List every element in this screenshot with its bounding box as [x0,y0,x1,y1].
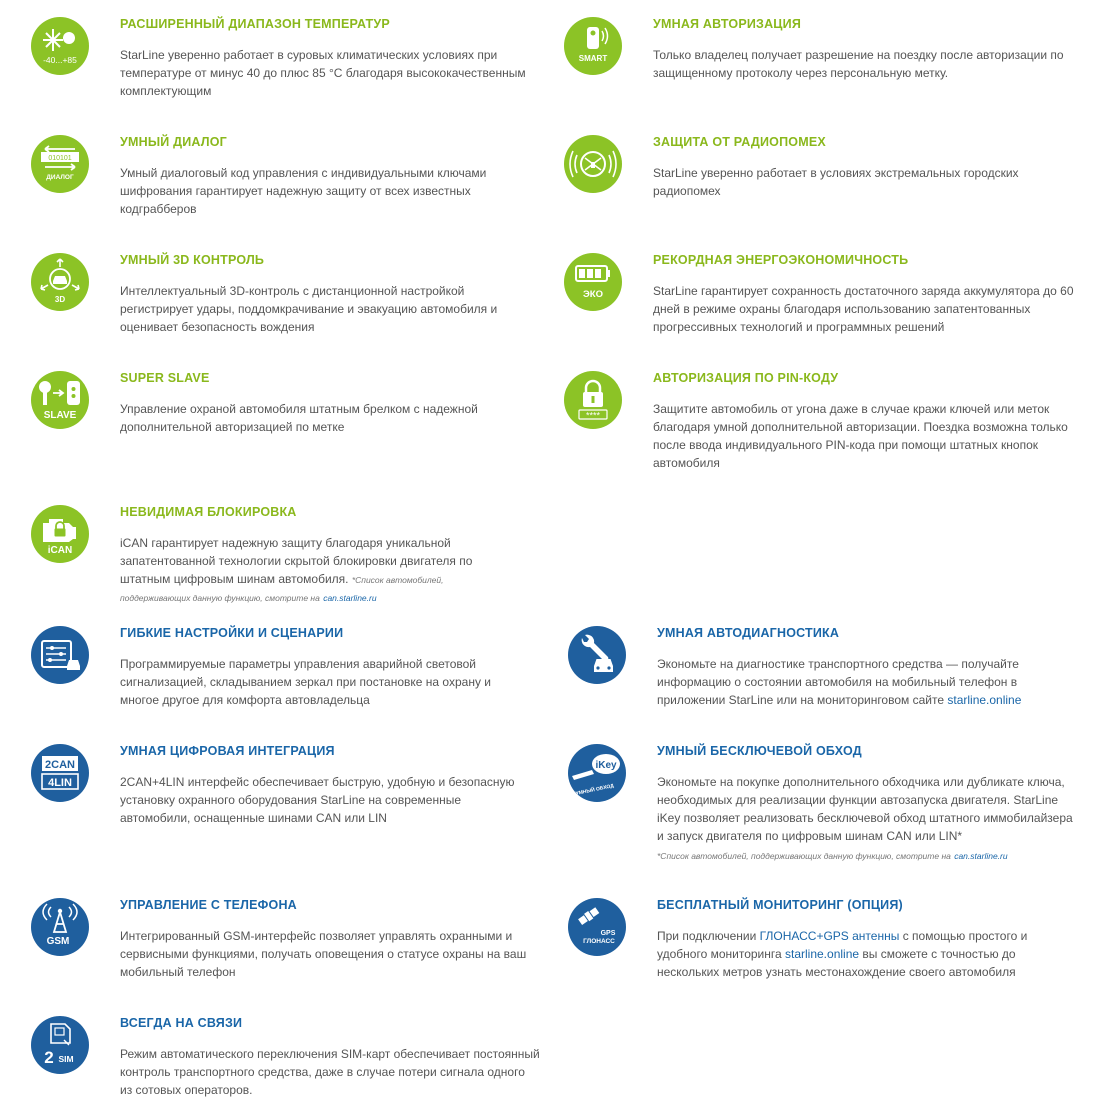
padlock-pin-icon [564,371,622,429]
icon-text: SLAVE [43,410,77,421]
feature-note: *Список автомобилей, поддерживающих данную функцию, смотрите на [120,575,444,603]
icon-text: SMART [578,54,608,63]
feature-desc-text: с помощью простого и удобного мониторинга [657,929,1028,961]
icon-text: ЭКО [583,289,603,300]
key-fob-slave-icon [31,371,89,429]
car-3d-icon [31,253,89,311]
icon-text: 2 [44,1048,54,1067]
engine-lock-icon [31,505,89,563]
feature-note: *Список автомобилей, поддерживающих данную функцию, смотрите на [657,851,951,861]
feature-title: ЗАЩИТА ОТ РАДИОПОМЕХ [653,135,826,149]
dialog-code-icon [31,135,89,193]
satellite-gps-icon [568,898,626,956]
feature-title: УМНЫЙ БЕСКЛЮЧЕВОЙ ОБХОД [657,744,862,758]
ikey-icon [568,744,626,802]
feature-desc: StarLine гарантирует сохранность достаточного заряда аккумулятора до 60 дней в режиме охраны благодаря использованию запатентованных прогрессивных технологий и программных решений [653,284,1074,334]
icon-text: ДИАЛОГ [46,174,74,181]
feature-title: SUPER SLAVE [120,371,210,385]
icon-text: iKey [595,760,617,771]
feature-desc: Управление охраной автомобиля штатным брелком с надежной дополнительной авторизацией по метке [120,402,478,434]
feature-desc [657,927,1052,981]
feature-title: РАСШИРЕННЫЙ ДИАПАЗОН ТЕМПЕРАТУР [120,17,390,31]
icon-text: **** [585,410,601,421]
feature-desc [120,534,505,606]
feature-desc: 2CAN+4LIN интерфейс обеспечивает быструю, удобную и безопасную установку охранного оборудования StarLine на современные автомобили, оснащенные шинами CAN или LIN [120,775,515,825]
icon-text: -40...+85 [43,55,77,65]
icon-text: 010101 [48,155,72,162]
feature-title: БЕСПЛАТНЫЙ МОНИТОРИНГ (ОПЦИЯ) [657,898,903,912]
radio-shield-icon [564,135,622,193]
feature-desc-text: Экономьте на покупке дополнительного обходчика или дубликате ключа, необходимых для реализации функции автозапуска двигателя. StarLine iKey позволяет реализовать бесключевой обход штатного иммобилайзера и запуск двигателя по цифровым шинам CAN или LIN* [657,775,1073,843]
snowflake-sun-icon [31,17,89,75]
can-starline-link[interactable]: can.starline.ru [323,593,377,603]
gsm-antenna-icon [31,898,89,956]
wrench-car-icon [568,626,626,684]
feature-desc: Интеллектуальный 3D-контроль с дистанционной настройкой регистрирует удары, поддомкрачивание и эвакуацию автомобиля и оценивает безопасность вождения [120,284,498,334]
feature-desc-text: iCAN гарантирует надежную защиту благодаря уникальной запатентованной технологии скрытой блокировки двигателя по штатным цифровым шинам автомобиля. [120,536,473,586]
feature-title: УМНЫЙ ДИАЛОГ [120,135,227,149]
glonass-gps-link[interactable]: ГЛОНАСС+GPS антенны [759,929,900,943]
feature-desc-text: При подключении [657,929,757,943]
feature-title: УМНАЯ АВТОРИЗАЦИЯ [653,17,802,31]
2can-4lin-icon [31,744,89,802]
feature-title: ВСЕГДА НА СВЯЗИ [120,1016,243,1030]
feature-desc: Режим автоматического переключения SIM-карт обеспечивает постоянный контроль транспортного средства, даже в случае потери сигнала одного из сотовых операторов. [120,1047,540,1097]
icon-text: УМНЫЙ ОБХОД [575,783,615,797]
icon-text: 3D [54,295,66,304]
feature-title: УМНЫЙ 3D КОНТРОЛЬ [120,253,265,267]
starline-online-link[interactable]: starline.online [785,947,860,961]
feature-desc: Только владелец получает разрешение на поездку после авторизации по защищенному протоколу через персональную метку. [653,48,1064,80]
icon-text: ГЛОНАСС [583,938,615,945]
feature-desc: Интегрированный GSM-интерфейс позволяет управлять охранными и сервисными функциями, получать оповещения о статусе охраны на ваш мобильный телефон [120,929,527,979]
feature-desc: Умный диалоговый код управления с индивидуальными ключами шифрования гарантирует надежную защиту от всех известных кодграбберов [120,166,487,216]
feature-title: УМНАЯ АВТОДИАГНОСТИКА [657,626,840,640]
icon-text: 4LIN [48,777,72,789]
feature-desc: Защитите автомобиль от угона даже в случае кражи ключей или меток благодаря умной дополнительной авторизации. Поездка возможна только после ввода индивидуального PIN-кода при помощи штатных кнопок автомобиля [653,402,1068,470]
feature-title: ГИБКИЕ НАСТРОЙКИ И СЦЕНАРИИ [120,626,344,640]
icon-text: GSM [46,936,70,947]
feature-title: УМНАЯ ЦИФРОВАЯ ИНТЕГРАЦИЯ [120,744,335,758]
feature-desc [657,773,1077,864]
dual-sim-icon [31,1016,89,1074]
feature-desc [657,655,1052,709]
feature-desc-text: Экономьте на диагностике транспортного средства — получайте информацию о состоянии автомобиля на мобильный телефон в приложении StarLine или на мониторинговом сайте [657,657,1019,707]
feature-title: НЕВИДИМАЯ БЛОКИРОВКА [120,505,297,519]
smart-tag-icon [564,17,622,75]
starline-online-link[interactable]: starline.online [947,693,1022,707]
feature-title: УПРАВЛЕНИЕ С ТЕЛЕФОНА [120,898,297,912]
feature-title: АВТОРИЗАЦИЯ ПО PIN-КОДУ [653,371,839,385]
icon-text: GPS [600,930,616,937]
settings-car-icon [31,626,89,684]
feature-title: РЕКОРДНАЯ ЭНЕРГОЭКОНОМИЧНОСТЬ [653,253,909,267]
icon-text: 2CAN [45,759,75,771]
icon-text: SIM [58,1054,74,1064]
icon-text: iCAN [47,545,73,556]
can-starline-link[interactable]: can.starline.ru [954,851,1008,861]
battery-eco-icon [564,253,622,311]
feature-desc: Программируемые параметры управления аварийной световой сигнализацией, складыванием зеркал при постановке на охрану и многое другое для комфорта автовладельца [120,657,491,707]
feature-desc: StarLine уверенно работает в суровых климатических условиях при температуре от минус 40 до плюс 85 °С благодаря высококачественным комплектующим [120,48,526,98]
feature-desc-text: вы сможете с точностью до нескольких метров узнать местонахождение своего автомобиля [657,947,1016,979]
feature-desc: StarLine уверенно работает в условиях экстремальных городских радиопомех [653,166,1019,198]
